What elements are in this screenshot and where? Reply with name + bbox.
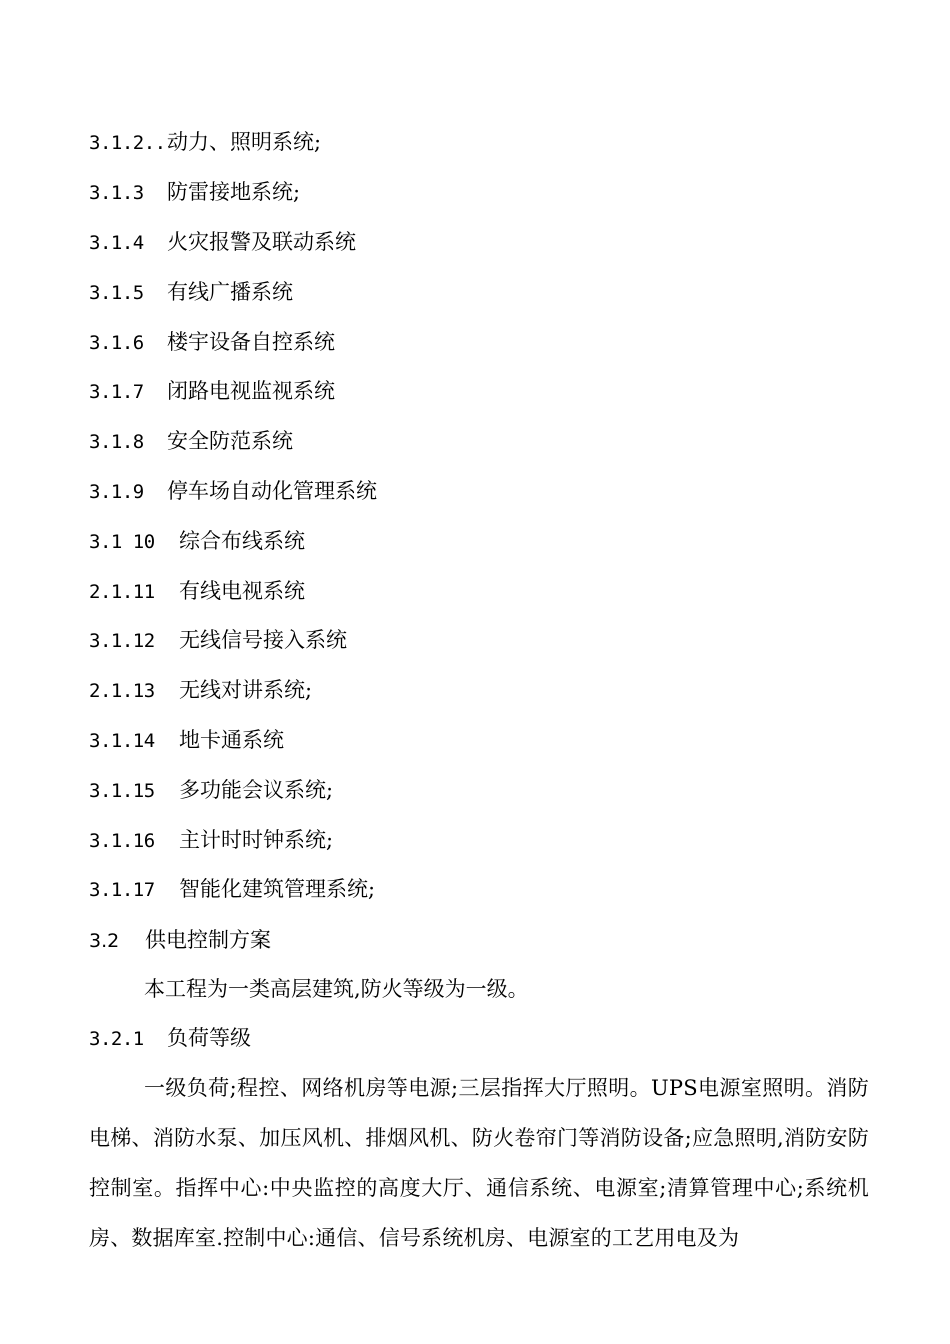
item-label: 停车场自动化管理系统 (167, 479, 377, 503)
list-item (89, 227, 356, 257)
subsection-heading (89, 1023, 251, 1053)
list-item (89, 376, 335, 406)
list-item (89, 874, 375, 904)
item-number: 3.1.14 (89, 730, 155, 752)
list-item (89, 127, 321, 157)
item-number: 3.1.17 (89, 879, 155, 901)
item-number: 2.1.13 (89, 680, 155, 702)
list-item (89, 675, 312, 705)
list-item (89, 177, 300, 207)
item-number: 3.1.3 (89, 182, 144, 204)
item-number: 3.1 10 (89, 531, 155, 553)
item-number: 3.1.4 (89, 232, 144, 254)
item-number: 3.1.6 (89, 332, 144, 354)
item-number: 3.1.8 (89, 431, 144, 453)
section-title: 供电控制方案 (145, 928, 271, 952)
list-item (89, 576, 305, 606)
list-item (89, 327, 335, 357)
body-paragraph: 一级负荷;程控、网络机房等电源;三层指挥大厅照明。UPS电源室照明。消防电梯、消防水泵、加压风机、排烟风机、防火卷帘门等消防设备;应急照明,消防安防控制室。指挥中心:中央监控的高度大厅、通信系统、电源室;清算管理中心;系统机房、数据库室.控制中心:通信、信号系统机房、电源室的工艺用电及为 (89, 1076, 869, 1250)
item-number: 3.1.9 (89, 481, 144, 503)
section-number: 3.2 (89, 930, 120, 952)
item-label: 地卡通系统 (179, 728, 284, 752)
list-item (89, 775, 333, 805)
item-label: 安全防范系统 (167, 429, 293, 453)
item-label: 动力、照明系统; (167, 130, 322, 154)
list-item (89, 625, 347, 655)
item-number: 2.1.11 (89, 581, 155, 603)
item-label: 有线广播系统 (167, 280, 293, 304)
item-number: 3.1.16 (89, 830, 155, 852)
item-label: 智能化建筑管理系统; (179, 877, 376, 901)
item-label: 火灾报警及联动系统 (167, 230, 356, 254)
list-item (89, 277, 293, 307)
item-label: 无线对讲系统; (179, 678, 313, 702)
item-number: 3.1.2.. (89, 132, 166, 154)
item-label: 无线信号接入系统 (179, 628, 347, 652)
list-item (89, 426, 293, 456)
subsection-number: 3.2.1 (89, 1028, 144, 1050)
list-item (89, 526, 305, 556)
subsection-title: 负荷等级 (167, 1026, 251, 1050)
item-number: 3.1.12 (89, 630, 155, 652)
list-item (89, 476, 377, 506)
item-number: 3.1.15 (89, 780, 155, 802)
item-label: 防雷接地系统; (167, 180, 301, 204)
item-number: 3.1.5 (89, 282, 144, 304)
item-label: 主计时时钟系统; (179, 828, 334, 852)
item-label: 多功能会议系统; (179, 778, 334, 802)
list-item (89, 825, 333, 855)
intro-paragraph: 本工程为一类高层建筑,防火等级为一级。 (144, 977, 529, 1001)
item-label: 楼宇设备自控系统 (167, 330, 335, 354)
list-item (89, 725, 284, 755)
item-label: 有线电视系统 (179, 579, 305, 603)
section-heading (89, 925, 271, 955)
item-number: 3.1.7 (89, 381, 144, 403)
item-label: 综合布线系统 (179, 529, 305, 553)
item-label: 闭路电视监视系统 (167, 379, 335, 403)
